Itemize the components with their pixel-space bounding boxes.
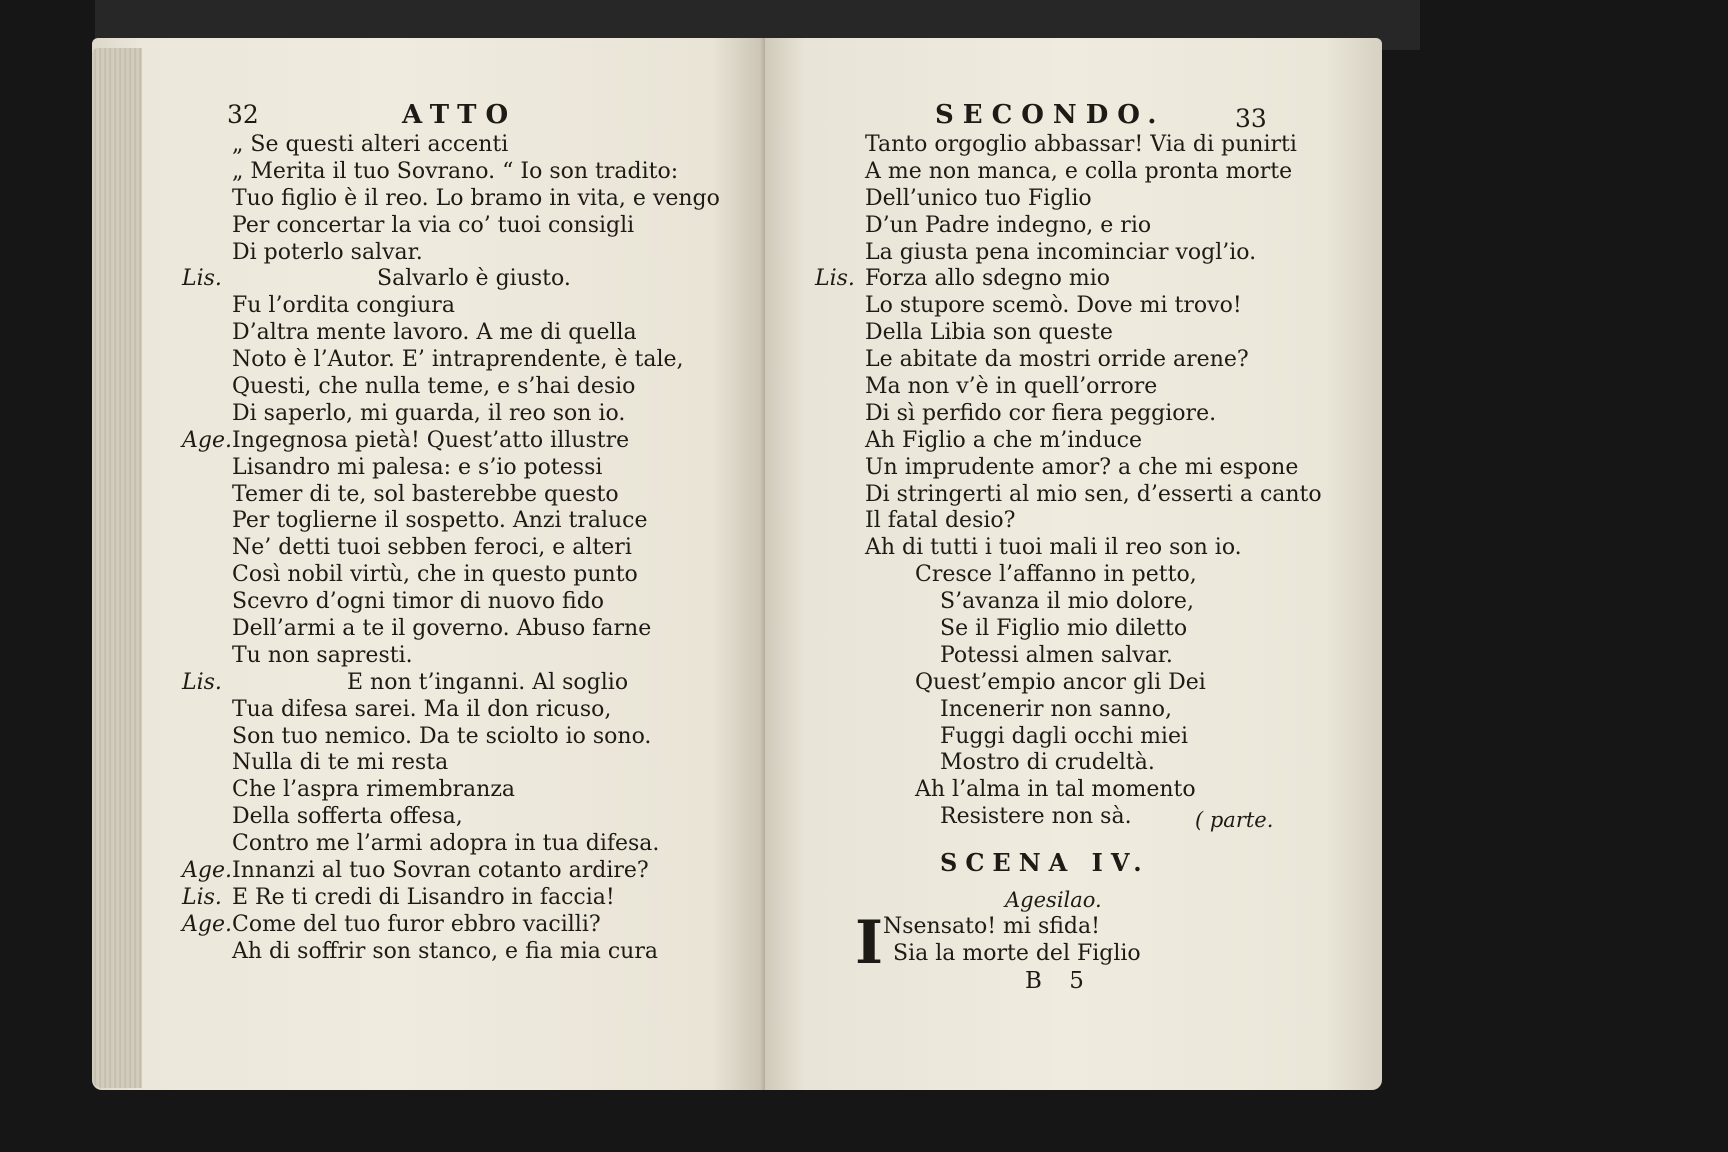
line-text: Nulla di te mi resta <box>232 750 449 776</box>
speaker-label: Lis. <box>182 884 222 910</box>
line-text: Se il Figlio mio diletto <box>940 616 1188 642</box>
line-text: E non t’inganni. Al soglio <box>347 669 629 695</box>
line-text: D’un Padre indegno, e rio <box>865 212 1152 238</box>
line-text: Cresce l’affanno in petto, <box>915 562 1197 588</box>
left-running-head: ATTO <box>402 100 518 130</box>
line-text: Temer di te, sol basterebbe questo <box>232 481 619 507</box>
line-text: Fu l’ordita congiura <box>232 293 455 319</box>
line-text: Innanzi al tuo Sovran cotanto ardire? <box>232 858 649 884</box>
signature-mark: B 5 <box>1025 968 1094 994</box>
line-text: Di sì perfido cor fiera peggiore. <box>865 400 1217 426</box>
verse-line <box>765 750 1382 777</box>
left-text-block <box>92 132 765 966</box>
line-text: Questi, che nulla teme, e s’hai desio <box>232 374 636 400</box>
speaker-label: Lis. <box>182 266 222 292</box>
line-text: Contro me l’armi adopra in tua difesa. <box>232 831 660 857</box>
line-text: Tu non sapresti. <box>232 642 413 668</box>
verse-line <box>92 670 765 697</box>
line-text: Quest’empio ancor gli Dei <box>915 669 1206 695</box>
verse-line <box>92 320 765 347</box>
line-text: Scevro d’ogni timor di nuovo fido <box>232 589 605 615</box>
line-text: Il fatal desio? <box>865 508 1016 534</box>
line-text: „ Merita il tuo Sovrano. “ Io son tradito: <box>232 158 679 184</box>
line-text: Per concertar la via co’ tuoi consigli <box>232 212 635 238</box>
line-text: Fuggi dagli occhi miei <box>940 723 1189 749</box>
left-page-number: 32 <box>227 100 259 129</box>
line-text: Ah di tutti i tuoi mali il reo son io. <box>865 535 1242 561</box>
verse-line <box>92 482 765 509</box>
verse-line <box>765 213 1382 240</box>
right-running-head: SECONDO. <box>935 100 1166 130</box>
right-text-block <box>765 132 1382 831</box>
line-text: Ah l’alma in tal momento <box>915 777 1196 803</box>
scene-heading: SCENA IV. <box>940 848 1150 877</box>
verse-line <box>765 535 1382 562</box>
verse-line <box>765 159 1382 186</box>
line-text: Ah Figlio a che m’induce <box>865 427 1143 453</box>
line-text: Come del tuo furor ebbro vacilli? <box>232 911 601 937</box>
speaker-label: Lis. <box>815 266 855 292</box>
verse-line <box>92 616 765 643</box>
open-book <box>92 38 1382 1090</box>
verse-line <box>765 266 1382 293</box>
line-text: Ne’ detti tuoi sebben feroci, e alteri <box>232 535 632 561</box>
verse-line <box>765 186 1382 213</box>
verse-line <box>765 616 1382 643</box>
verse-line <box>92 643 765 670</box>
verse-line <box>765 697 1382 724</box>
verse-line <box>92 939 765 966</box>
verse-line <box>92 804 765 831</box>
verse-line <box>765 320 1382 347</box>
verse-line <box>765 670 1382 697</box>
line-text: Tua difesa sarei. Ma il don ricuso, <box>232 696 612 722</box>
verse-line <box>765 777 1382 804</box>
line-text: Ah di soffrir son stanco, e fia mia cura <box>232 938 658 964</box>
verse-line <box>92 885 765 912</box>
scene-text-block <box>883 914 1141 968</box>
line-text: Della Libia son queste <box>865 320 1113 346</box>
line-text: Di saperlo, mi guarda, il reo son io. <box>232 400 626 426</box>
line-text: Mostro di crudeltà. <box>940 750 1155 776</box>
left-page <box>92 38 765 1090</box>
verse-line <box>765 455 1382 482</box>
line-text: Ingegnosa pietà! Quest’atto illustre <box>232 427 630 453</box>
line-text: Così nobil virtù, che in questo punto <box>232 562 638 588</box>
verse-line <box>765 643 1382 670</box>
line-text: Noto è l’Autor. E’ intraprendente, è tale, <box>232 347 684 373</box>
verse-line <box>765 428 1382 455</box>
verse-line <box>92 589 765 616</box>
line-text: D’altra mente lavoro. A me di quella <box>232 320 637 346</box>
verse-line <box>92 535 765 562</box>
line-text: Salvarlo è giusto. <box>377 266 571 292</box>
verse-line <box>765 482 1382 509</box>
line-text: Un imprudente amor? a che mi espone <box>865 454 1299 480</box>
verse-line <box>92 858 765 885</box>
verse-line <box>92 777 765 804</box>
right-page <box>765 38 1382 1090</box>
verse-line <box>92 697 765 724</box>
verse-line <box>92 455 765 482</box>
verse-line <box>92 401 765 428</box>
scene-line: Sia la morte del Figlio <box>893 940 1141 966</box>
line-text: Resistere non sà. <box>940 804 1132 830</box>
verse-line <box>92 508 765 535</box>
stage-direction-exit: ( parte. <box>1195 808 1274 832</box>
verse-line <box>765 401 1382 428</box>
verse-line <box>92 428 765 455</box>
verse-line <box>765 589 1382 616</box>
verse-line <box>92 374 765 401</box>
verse-line <box>765 508 1382 535</box>
verse-line <box>765 132 1382 159</box>
verse-line <box>765 562 1382 589</box>
line-text: Forza allo sdegno mio <box>865 266 1110 292</box>
verse-line <box>92 266 765 293</box>
verse-line <box>92 213 765 240</box>
line-text: Le abitate da mostri orride arene? <box>865 347 1249 373</box>
line-text: Incenerir non sanno, <box>940 696 1173 722</box>
right-page-number: 33 <box>1235 104 1267 133</box>
verse-line <box>765 347 1382 374</box>
line-text: Che l’aspra rimembranza <box>232 777 516 803</box>
verse-line <box>92 912 765 939</box>
speaker-label: Age. <box>182 427 232 453</box>
verse-line <box>92 347 765 374</box>
speaker-label: Age. <box>182 858 232 884</box>
verse-line <box>92 132 765 159</box>
verse-line <box>92 293 765 320</box>
verse-line <box>92 750 765 777</box>
line-text: Dell’unico tuo Figlio <box>865 185 1092 211</box>
line-text: Son tuo nemico. Da te sciolto io sono. <box>232 723 652 749</box>
verse-line <box>92 240 765 267</box>
scene-line: Nsensato! mi sfida! <box>883 914 1100 939</box>
line-text: „ Se questi alteri accenti <box>232 132 509 157</box>
line-text: Lo stupore scemò. Dove mi trovo! <box>865 293 1242 319</box>
verse-line <box>765 724 1382 751</box>
speaker-label: Lis. <box>182 669 222 695</box>
verse-line <box>765 240 1382 267</box>
line-text: Per toglierne il sospetto. Anzi traluce <box>232 508 648 534</box>
line-text: Dell’armi a te il governo. Abuso farne <box>232 616 652 642</box>
line-text: Di stringerti al mio sen, d’esserti a canto <box>865 481 1322 507</box>
line-text: Potessi almen salvar. <box>940 642 1173 668</box>
verse-line <box>92 724 765 751</box>
line-text: Tuo figlio è il reo. Lo bramo in vita, e vengo <box>232 185 720 211</box>
verse-line <box>92 159 765 186</box>
line-text: Di poterlo salvar. <box>232 239 423 265</box>
speaker-label: Age. <box>182 911 232 937</box>
verse-line <box>765 293 1382 320</box>
verse-line <box>765 804 1382 831</box>
line-text: Tanto orgoglio abbassar! Via di punirti <box>865 132 1297 157</box>
drop-cap: I <box>855 908 884 978</box>
verse-line <box>92 562 765 589</box>
line-text: A me non manca, e colla pronta morte <box>865 158 1293 184</box>
line-text: Lisandro mi palesa: e s’io potessi <box>232 454 603 480</box>
line-text: Ma non v’è in quell’orrore <box>865 374 1158 400</box>
line-text: La giusta pena incominciar vogl’io. <box>865 239 1257 265</box>
verse-line <box>92 831 765 858</box>
line-text: S’avanza il mio dolore, <box>940 589 1194 615</box>
verse-line <box>765 374 1382 401</box>
line-text: E Re ti credi di Lisandro in faccia! <box>232 884 615 910</box>
verse-line <box>92 186 765 213</box>
scene-character: Agesilao. <box>1005 888 1102 912</box>
line-text: Della sofferta offesa, <box>232 804 463 830</box>
